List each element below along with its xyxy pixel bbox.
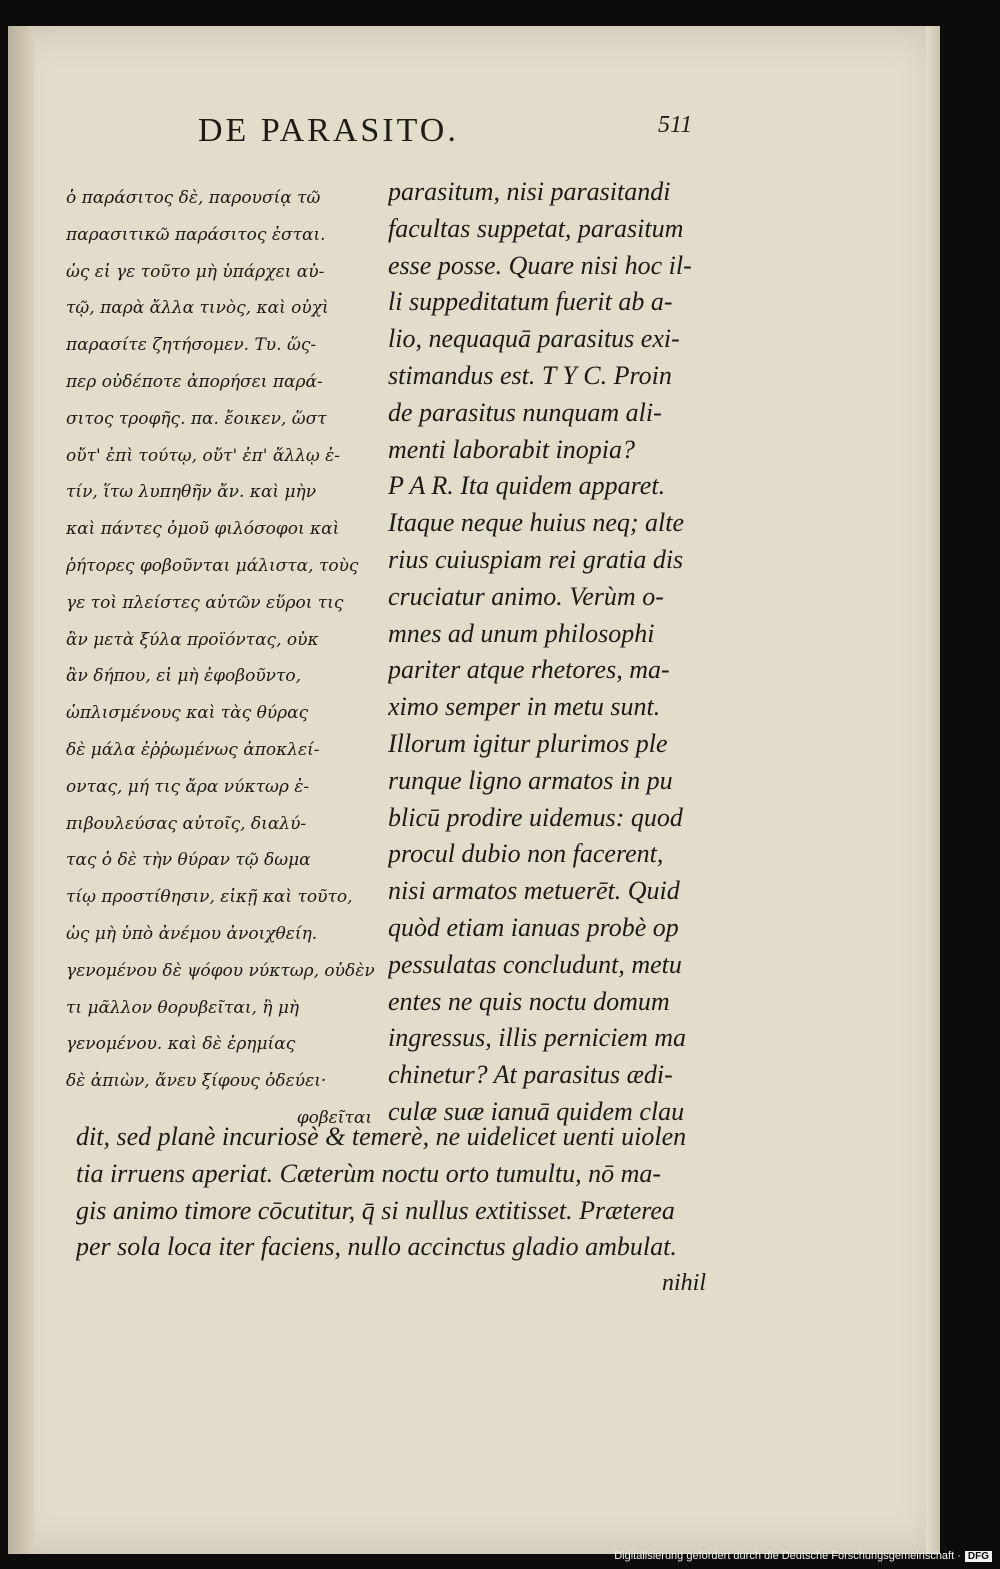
latin-text-line: parasitum, nisi parasitandi xyxy=(388,177,671,206)
greek-text-line: δὲ ἀπιὼν, ἄνευ ξίφους ὁδεύει· xyxy=(66,1071,327,1092)
latin-text-line: Illorum igitur plurimos ple xyxy=(388,728,668,758)
folio-number: 511 xyxy=(658,112,693,138)
greek-column xyxy=(66,180,384,1137)
latin-text-line: rius cuiuspiam rei gratia dis xyxy=(388,544,684,574)
latin-text-line: blicū prodire uidemus: quod xyxy=(388,802,683,832)
latin-text-line: de parasitus nunquam ali- xyxy=(388,397,662,427)
greek-text-line: γε τοὶ πλείστες αὐτῶν εὕροι τις xyxy=(66,592,344,613)
latin-text-line: lio, nequaquā parasitus exi- xyxy=(388,324,680,354)
latin-text-line: quòd etiam ianuas probè op xyxy=(388,912,679,942)
greek-text-line: παρασίτε ζητήσομεν. Τυ. ὥς- xyxy=(66,335,317,356)
catchword: nihil xyxy=(662,1270,707,1296)
latin-text-line: Itaque neque huius neq; alte xyxy=(388,508,685,538)
latin-text-line: dit, sed planè incuriosè & temerè, ne uidelicet uenti uiolen xyxy=(76,1122,687,1151)
greek-text-line: τας ὁ δὲ τὴν θύραν τῷ δωμα xyxy=(66,850,311,871)
greek-text-line: τι μᾶλλον θορυβεῖται, ἢ μὴ xyxy=(66,997,300,1018)
running-head: DE PARASITO. xyxy=(198,112,459,149)
greek-text-line: γενομένου. καὶ δὲ ἐρημίας xyxy=(66,1034,296,1055)
latin-text-line: ingressus, illis perniciem ma xyxy=(388,1023,687,1053)
greek-text-line: τίν, ἵτω λυπηθῆν ἄν. καὶ μὴν xyxy=(66,482,317,503)
latin-text-line: facultas suppetat, parasitum xyxy=(388,213,684,243)
greek-text-line: ὡς μὴ ὑπὸ ἀνέμου ἀνοιχθείη. xyxy=(66,923,318,944)
latin-text-line: gis animo timore cōcutitur, q̄ si nullus extitisset. Præterea xyxy=(76,1195,675,1225)
latin-text-line: cruciatur animo. Verùm o- xyxy=(388,581,664,611)
latin-text-line: mnes ad unum philosophi xyxy=(388,618,655,648)
greek-text-line: τῷ, παρὰ ἄλλα τινὸς, καὶ οὐχὶ xyxy=(66,298,329,319)
dfg-logo: DFG xyxy=(965,1551,992,1562)
page-gutter xyxy=(8,26,34,1554)
greek-text-line: παρασιτικῶ παράσιτος ἐσται. xyxy=(66,224,326,245)
greek-text-line: φοβεῖται xyxy=(296,1107,372,1128)
latin-text-line: culæ suæ ianuā quidem clau xyxy=(388,1096,685,1126)
greek-text-line: ὡς εἰ γε τοῦτο μὴ ὑπάρχει αὐ- xyxy=(66,261,325,282)
latin-text-line: entes ne quis noctu domum xyxy=(388,986,670,1016)
greek-text-line: ὡπλισμένους καὶ τὰς θύρας xyxy=(66,703,309,724)
latin-text-line: per sola loca iter faciens, nullo accinctus gladio ambulat. xyxy=(76,1232,677,1262)
latin-text-line: runque ligno armatos in pu xyxy=(388,765,673,795)
greek-text-line: γενομένου δὲ ψόφου νύκτωρ, οὐδὲν xyxy=(66,960,375,981)
greek-text-line: οντας, μή τις ἄρα νύκτωρ ἐ- xyxy=(66,776,310,797)
latin-text-line: esse posse. Quare nisi hoc il- xyxy=(388,250,692,280)
full-width-text xyxy=(76,1119,732,1266)
credit-text: Digitalisierung gefördert durch die Deutsche Forschungsgemeinschaft · xyxy=(614,1550,961,1562)
latin-text-line: ximo semper in metu sunt. xyxy=(388,692,661,722)
latin-column xyxy=(388,174,728,1131)
greek-text-line: καὶ πάντες ὁμοῦ φιλόσοφοι καὶ xyxy=(66,519,340,540)
greek-text-line: περ οὐδέποτε ἀπορήσει παρά- xyxy=(66,371,323,392)
latin-text-line: tia irruens aperiat. Cæterùm noctu orto tumultu, nō ma- xyxy=(76,1158,661,1188)
greek-text-line: ῥήτορες φοβοῦνται μάλιστα, τοὺς xyxy=(66,555,359,576)
greek-text-line: ἂν δήπου, εἰ μὴ ἐφοβοῦντο, xyxy=(66,666,302,687)
latin-text-line: chinetur? At parasitus ædi- xyxy=(388,1060,673,1090)
latin-text-line: pariter atque rhetores, ma- xyxy=(388,655,670,685)
book-page xyxy=(8,26,940,1554)
greek-text-line: δὲ μάλα ἐῤῥωμένως ἀποκλεί- xyxy=(66,739,320,760)
latin-text-line: menti laborabit inopia? xyxy=(388,434,635,464)
greek-text-line: τίῳ προστίθησιν, εἰκῇ καὶ τοῦτο, xyxy=(66,887,353,908)
greek-text-line: ὁ παράσιτος δὲ, παρουσίᾳ τῶ xyxy=(66,188,321,208)
latin-text-line: pessulatas concludunt, metu xyxy=(388,949,682,979)
latin-text-line: procul dubio non facerent, xyxy=(388,839,664,869)
latin-text-line: P A R. Ita quidem apparet. xyxy=(388,471,666,501)
digitization-credit xyxy=(614,1550,992,1562)
page-edge xyxy=(926,26,940,1554)
greek-text-line: σιτος τροφῆς. πα. ἔοικεν, ὥστ xyxy=(66,408,327,429)
latin-text-line: li suppeditatum fuerit ab a- xyxy=(388,287,673,317)
latin-text-line: stimandus est. T Y C. Proin xyxy=(388,360,672,390)
greek-text-line: πιβουλεύσας αὐτοῖς, διαλύ- xyxy=(66,813,307,834)
latin-text-line: nisi armatos metuerēt. Quid xyxy=(388,876,680,906)
greek-text-line: οὔτ' ἐπὶ τούτῳ, οὔτ' ἐπ' ἄλλῳ ἐ- xyxy=(66,445,341,466)
greek-text-line: ἂν μετὰ ξύλα προϊόντας, οὐκ xyxy=(66,629,319,650)
